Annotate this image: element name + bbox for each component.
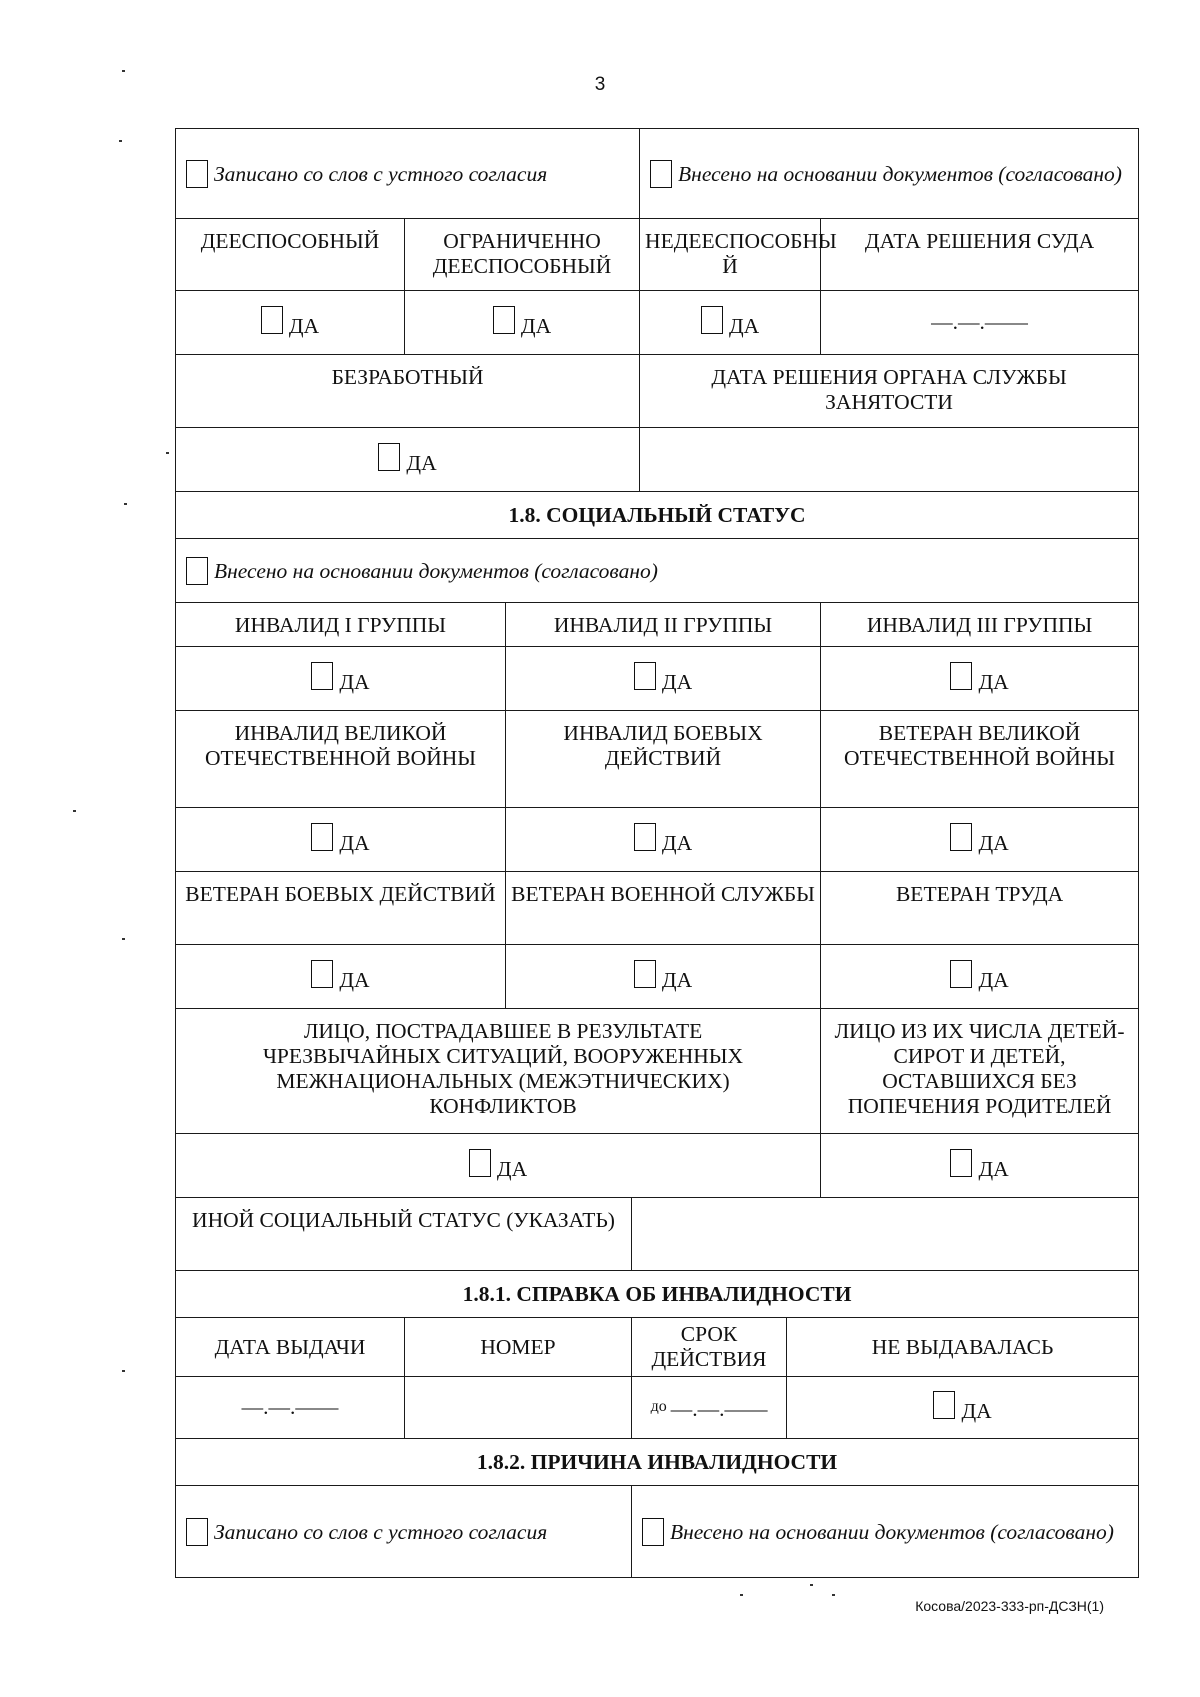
ww2-veteran-checkbox[interactable] [950,823,972,851]
cause-docs-label: Внесено на основании документов (согласовано) [670,1519,1114,1544]
certificate-number-header: НОМЕР [405,1318,632,1377]
ww2-disabled-cell [176,808,506,872]
cause-oral-checkbox[interactable] [186,1518,208,1546]
scan-speck [740,1594,743,1596]
unemployed-checkbox[interactable] [378,443,400,471]
orphan-cell [821,1134,1139,1198]
not-issued-header: НЕ ВЫДАВАЛАСЬ [787,1318,1139,1377]
scan-speck [122,1370,125,1372]
unemployed-header: БЕЗРАБОТНЫЙ [176,355,640,428]
combat-disabled-cell [506,808,821,872]
orphan-checkbox[interactable] [950,1149,972,1177]
capable-checkbox[interactable] [261,306,283,334]
yes-label: ДА [661,670,693,694]
combat-disabled-header: ИНВАЛИД БОЕВЫХ ДЕЙСТВИЙ [506,711,821,808]
other-status-field[interactable] [632,1198,1139,1271]
limited-capable-cell [405,291,640,355]
social-status-form [175,128,1139,1578]
capable-header: ДЕЕСПОСОБНЫЙ [176,219,405,291]
yes-label: ДА [339,831,370,855]
validity-header: СРОК ДЕЙСТВИЯ [632,1318,787,1377]
disabled-group-2-checkbox[interactable] [634,662,656,690]
labor-veteran-header: ВЕТЕРАН ТРУДА [821,872,1139,945]
yes-label: ДА [978,831,1009,855]
date-placeholder: —.—.—— [241,1395,339,1419]
until-label: до [650,1397,667,1415]
incapable-cell [640,291,821,355]
ww2-veteran-header: ВЕТЕРАН ВЕЛИКОЙ ОТЕЧЕСТВЕННОЙ ВОЙНЫ [821,711,1139,808]
yes-label: ДА [288,314,320,338]
yes-label: ДА [961,1399,992,1423]
limited-capable-header: ОГРАНИЧЕННО ДЕЕСПОСОБНЫЙ [405,219,640,291]
social-status-docs-checkbox[interactable] [186,557,208,585]
military-service-veteran-header: ВЕТЕРАН ВОЕННОЙ СЛУЖБЫ [506,872,821,945]
ww2-veteran-cell [821,808,1139,872]
disabled-group-3-checkbox[interactable] [950,662,972,690]
validity-field[interactable] [632,1377,787,1439]
cause-oral-label: Записано со слов с устного согласия [214,1519,548,1544]
disabled-group-1-checkbox[interactable] [311,662,333,690]
unemployed-cell [176,428,640,492]
disability-cause-title: 1.8.2. ПРИЧИНА ИНВАЛИДНОСТИ [176,1439,1139,1486]
scan-speck [122,70,125,72]
source-docs-cell [640,129,1139,219]
yes-label: ДА [520,314,552,338]
cause-oral-cell [176,1486,632,1578]
court-decision-date-header: ДАТА РЕШЕНИЯ СУДА [821,219,1139,291]
yes-label: ДА [978,968,1009,992]
combat-veteran-checkbox[interactable] [311,960,333,988]
disabled-group-2-cell [506,647,821,711]
scan-speck [122,938,125,940]
source-docs-label: Внесено на основании документов (согласовано) [678,161,1122,186]
yes-label: ДА [978,670,1009,694]
disabled-group-3-cell [821,647,1139,711]
source-oral-label: Записано со слов с устного согласия [214,161,548,186]
source-docs-checkbox[interactable] [650,160,672,188]
emergency-victim-cell [176,1134,821,1198]
combat-veteran-cell [176,945,506,1009]
source-oral-checkbox[interactable] [186,160,208,188]
issue-date-field[interactable] [176,1377,405,1439]
limited-capable-checkbox[interactable] [493,306,515,334]
scan-speck [119,140,122,142]
scan-speck [73,810,76,812]
yes-label: ДА [978,1157,1009,1181]
scan-speck [124,503,127,505]
other-status-header: ИНОЙ СОЦИАЛЬНЫЙ СТАТУС (УКАЗАТЬ) [176,1198,632,1271]
ww2-disabled-header: ИНВАЛИД ВЕЛИКОЙ ОТЕЧЕСТВЕННОЙ ВОЙНЫ [176,711,506,808]
disabled-group-3-header: ИНВАЛИД III ГРУППЫ [821,603,1139,647]
court-decision-date-field[interactable] [821,291,1139,355]
scan-speck [832,1594,835,1596]
not-issued-checkbox[interactable] [933,1391,955,1419]
page-number: 3 [594,74,606,95]
cause-docs-cell [632,1486,1139,1578]
disabled-group-2-header: ИНВАЛИД II ГРУППЫ [506,603,821,647]
social-status-docs-label: Внесено на основании документов (согласовано) [214,558,658,583]
yes-label: ДА [339,670,370,694]
cause-docs-checkbox[interactable] [642,1518,664,1546]
emergency-victim-checkbox[interactable] [469,1149,491,1177]
social-status-title: 1.8. СОЦИАЛЬНЫЙ СТАТУС [176,492,1139,539]
source-oral-cell [176,129,640,219]
yes-label: ДА [728,314,760,338]
orphan-header: ЛИЦО ИЗ ИХ ЧИСЛА ДЕТЕЙ-СИРОТ И ДЕТЕЙ, ОСТАВШИХСЯ БЕЗ ПОПЕЧЕНИЯ РОДИТЕЛЕЙ [821,1009,1139,1134]
date-placeholder: —.—.—— [931,310,1028,334]
incapable-header: НЕДЕЕСПОСОБНЫ Й [640,219,821,291]
scan-speck [166,452,169,454]
issue-date-header: ДАТА ВЫДАЧИ [176,1318,405,1377]
disabled-group-1-cell [176,647,506,711]
yes-label: ДА [661,831,693,855]
incapable-checkbox[interactable] [701,306,723,334]
combat-disabled-checkbox[interactable] [634,823,656,851]
ww2-disabled-checkbox[interactable] [311,823,333,851]
certificate-number-field[interactable] [405,1377,632,1439]
not-issued-cell [787,1377,1139,1439]
employment-decision-date-field[interactable] [640,428,1139,492]
yes-label: ДА [661,968,693,992]
disability-certificate-title: 1.8.1. СПРАВКА ОБ ИНВАЛИДНОСТИ [176,1271,1139,1318]
date-placeholder: —.—.—— [670,1396,768,1421]
yes-label: ДА [406,451,437,475]
military-service-veteran-cell [506,945,821,1009]
document-code: Косова/2023-333-рп-ДСЗН(1) [915,1598,1104,1614]
combat-veteran-header: ВЕТЕРАН БОЕВЫХ ДЕЙСТВИЙ [176,872,506,945]
social-status-source-cell [176,539,1139,603]
employment-decision-date-header: ДАТА РЕШЕНИЯ ОРГАНА СЛУЖБЫ ЗАНЯТОСТИ [640,355,1139,428]
labor-veteran-checkbox[interactable] [950,960,972,988]
emergency-victim-header: ЛИЦО, ПОСТРАДАВШЕЕ В РЕЗУЛЬТАТЕ ЧРЕЗВЫЧАЙНЫХ СИТУАЦИЙ, ВООРУЖЕННЫХ МЕЖНАЦИОНАЛЬНЫХ (МЕЖЭТНИЧЕСКИХ) КОНФЛИКТОВ [176,1009,821,1134]
labor-veteran-cell [821,945,1139,1009]
yes-label: ДА [496,1157,528,1181]
capable-cell [176,291,405,355]
disabled-group-1-header: ИНВАЛИД I ГРУППЫ [176,603,506,647]
military-service-veteran-checkbox[interactable] [634,960,656,988]
scan-speck [810,1584,813,1586]
yes-label: ДА [339,968,370,992]
